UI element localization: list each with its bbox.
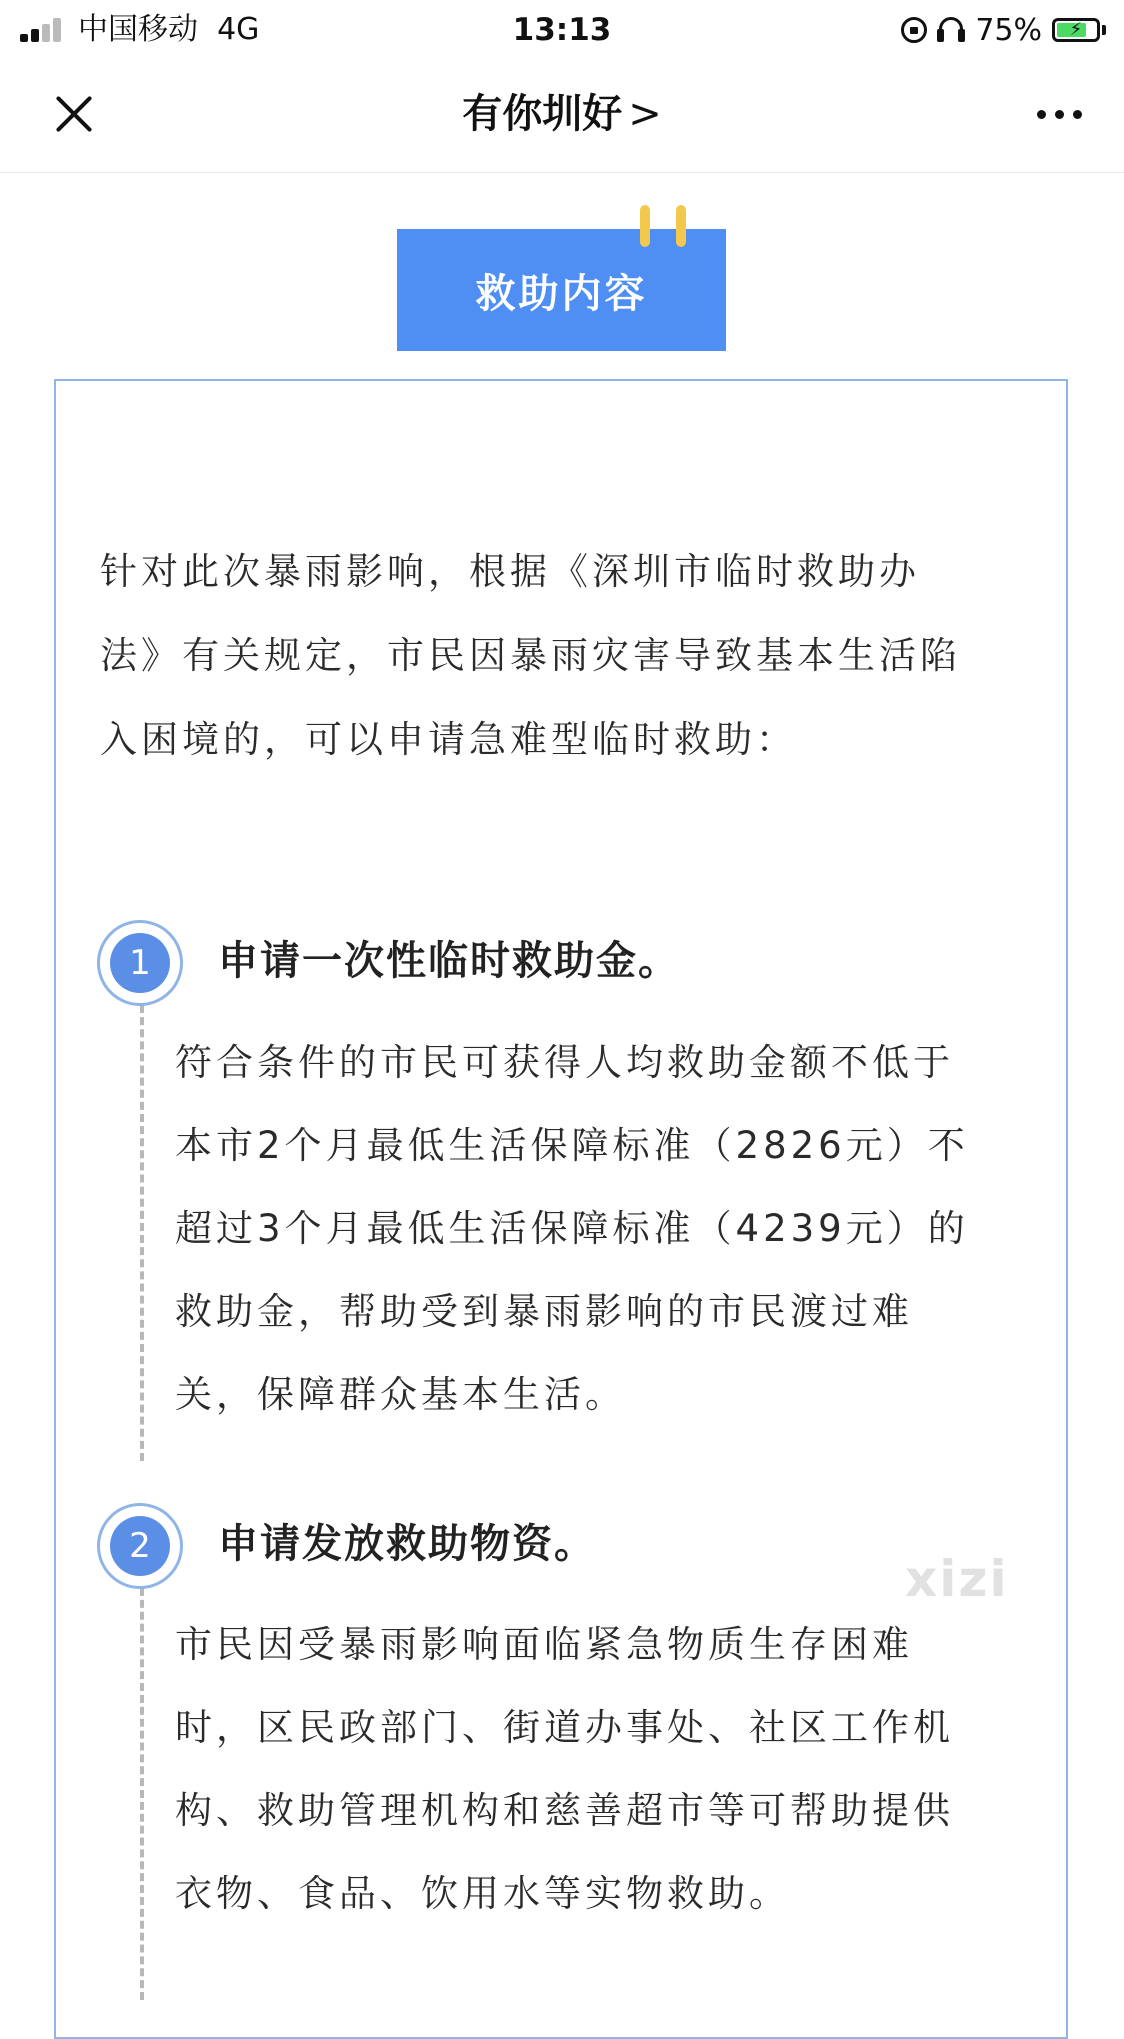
item-body bbox=[175, 1021, 1037, 1436]
network-type: 4G bbox=[217, 12, 260, 47]
item-body-line: 市民因受暴雨影响面临紧急物质生存困难 bbox=[175, 1623, 913, 1666]
item-body-line: 关，保障群众基本生活。 bbox=[175, 1373, 626, 1416]
headphones-icon bbox=[937, 17, 965, 43]
timeline-dashes bbox=[140, 1588, 144, 2000]
item-body-line: 衣物、食品、饮用水等实物救助。 bbox=[175, 1872, 790, 1915]
item-title: 申请一次性临时救助金。 bbox=[218, 938, 680, 984]
status-time: 13:13 bbox=[512, 12, 612, 48]
section-tag bbox=[397, 229, 726, 351]
item-number-badge bbox=[97, 920, 183, 1006]
tag-clip-right-icon bbox=[676, 205, 686, 247]
item-body-line: 救助金，帮助受到暴雨影响的市民渡过难 bbox=[175, 1290, 913, 1333]
page-title[interactable] bbox=[0, 86, 1124, 142]
battery-icon bbox=[1052, 18, 1100, 42]
status-right-group bbox=[901, 10, 1106, 50]
battery-tip bbox=[1102, 25, 1106, 35]
item-body-line: 符合条件的市民可获得人均救助金额不低于 bbox=[175, 1041, 954, 1084]
item-title: 申请发放救助物资。 bbox=[218, 1521, 596, 1567]
item-body-line: 构、救助管理机构和慈善超市等可帮助提供 bbox=[175, 1789, 954, 1832]
item-number: 2 bbox=[110, 1516, 170, 1576]
timeline-dashes bbox=[140, 1005, 144, 1461]
status-bar bbox=[0, 0, 1124, 58]
item-number: 1 bbox=[110, 933, 170, 993]
section-tag-label: 救助内容 bbox=[475, 270, 648, 317]
nav-bar bbox=[0, 58, 1124, 173]
item-body-line: 超过3个月最低生活保障标准（4239元）的 bbox=[175, 1207, 969, 1250]
watermark: xizi bbox=[905, 1550, 1009, 1608]
rotation-lock-icon bbox=[901, 17, 927, 43]
chevron-right-icon: > bbox=[628, 91, 662, 137]
battery-percent: 75% bbox=[975, 12, 1042, 48]
charging-bolt-icon: ⚡ bbox=[1069, 19, 1083, 40]
intro-line: 针对此次暴雨影响，根据《深圳市临时救助办 bbox=[100, 550, 920, 593]
more-icon[interactable] bbox=[1037, 110, 1082, 119]
intro-line: 法》有关规定，市民因暴雨灾害导致基本生活陷 bbox=[100, 634, 961, 677]
carrier-name: 中国移动 bbox=[78, 12, 198, 47]
item-body-line: 时，区民政部门、街道办事处、社区工作机 bbox=[175, 1706, 954, 1749]
item-number-badge bbox=[97, 1503, 183, 1589]
intro-line: 入困境的，可以申请急难型临时救助： bbox=[100, 718, 797, 761]
intro-paragraph bbox=[100, 530, 1030, 782]
tag-clip-left-icon bbox=[640, 205, 650, 247]
item-body bbox=[175, 1603, 1037, 1935]
item-body-line: 本市2个月最低生活保障标准（2826元）不 bbox=[175, 1124, 969, 1167]
page-title-text: 有你圳好 bbox=[462, 91, 623, 137]
